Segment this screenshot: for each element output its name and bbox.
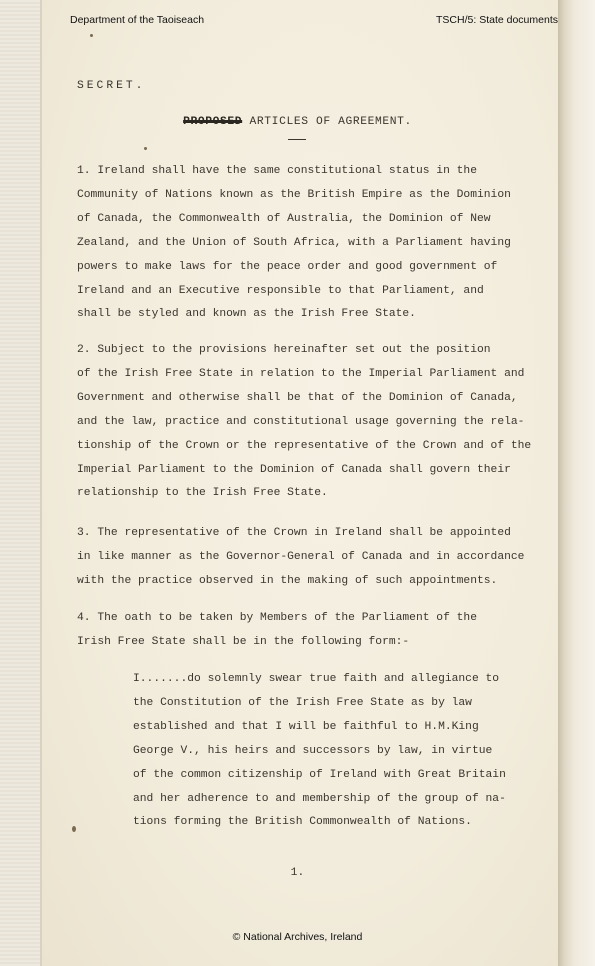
text-line: 2. Subject to the provisions hereinafter set out the position [77, 344, 491, 356]
text-line: 1. Ireland shall have the same constitutional status in the [77, 165, 477, 177]
oath-line: and her adherence to and membership of the group of na- [133, 792, 506, 805]
oath-line: of the common citizenship of Ireland with Great Britain [133, 768, 506, 781]
paper-speck [90, 34, 93, 37]
copyright-notice: © National Archives, Ireland [232, 931, 363, 943]
document-title [0, 116, 595, 128]
struck-word: PROPOSED [183, 116, 243, 128]
article-3 [77, 522, 524, 594]
oath-line: I.......do solemnly swear true faith and allegiance to [133, 673, 500, 685]
article-2 [77, 339, 531, 506]
oath-line: George V., his heirs and successors by law, in virtue [133, 744, 493, 757]
classification-label: SECRET. [77, 80, 146, 92]
header-reference: TSCH/5: State documents [436, 14, 558, 26]
oath-line: the Constitution of the Irish Free State as by law [133, 696, 472, 709]
text-line: 3. The representative of the Crown in Ireland shall be appointed [77, 527, 511, 539]
text-line: Imperial Parliament to the Dominion of Canada shall govern their [77, 463, 511, 476]
header-department: Department of the Taoiseach [70, 14, 205, 26]
text-line: in like manner as the Governor-General of Canada and in accordance [77, 550, 525, 563]
text-line: of Canada, the Commonwealth of Australia, the Dominion of New [77, 212, 491, 225]
page-edge [558, 0, 595, 966]
text-line: Zealand, and the Union of South Africa, with a Parliament having [77, 236, 511, 249]
paper-speck [144, 147, 147, 150]
text-line: with the practice observed in the making of such appointments. [77, 574, 498, 587]
page-number: 1. [290, 867, 305, 879]
article-1 [77, 160, 511, 327]
oath-line: tions forming the British Commonwealth of Nations. [133, 816, 472, 829]
text-line: and the law, practice and constitutional usage governing the rela- [77, 415, 525, 428]
text-line: Irish Free State shall be in the following form:- [77, 635, 410, 648]
text-line: shall be styled and known as the Irish Free State. [77, 308, 416, 321]
text-line: tionship of the Crown or the representative of the Crown and of the [77, 439, 532, 452]
article-4 [77, 607, 477, 655]
oath-text [133, 668, 506, 835]
paper-speck [72, 826, 76, 832]
oath-line: established and that I will be faithful to H.M.King [133, 720, 479, 733]
text-line: relationship to the Irish Free State. [77, 487, 328, 500]
title-text: ARTICLES OF AGREEMENT. [249, 116, 412, 128]
text-line: Community of Nations known as the British Empire as the Dominion [77, 188, 511, 201]
text-line: Ireland and an Executive responsible to that Parliament, and [77, 284, 484, 297]
text-line: powers to make laws for the peace order and good government of [77, 260, 498, 273]
text-line: of the Irish Free State in relation to the Imperial Parliament and [77, 367, 525, 380]
binding-spine [0, 0, 42, 966]
title-underline [288, 139, 306, 140]
text-line: Government and otherwise shall be that of the Dominion of Canada, [77, 391, 518, 404]
text-line: 4. The oath to be taken by Members of the Parliament of the [77, 612, 477, 624]
